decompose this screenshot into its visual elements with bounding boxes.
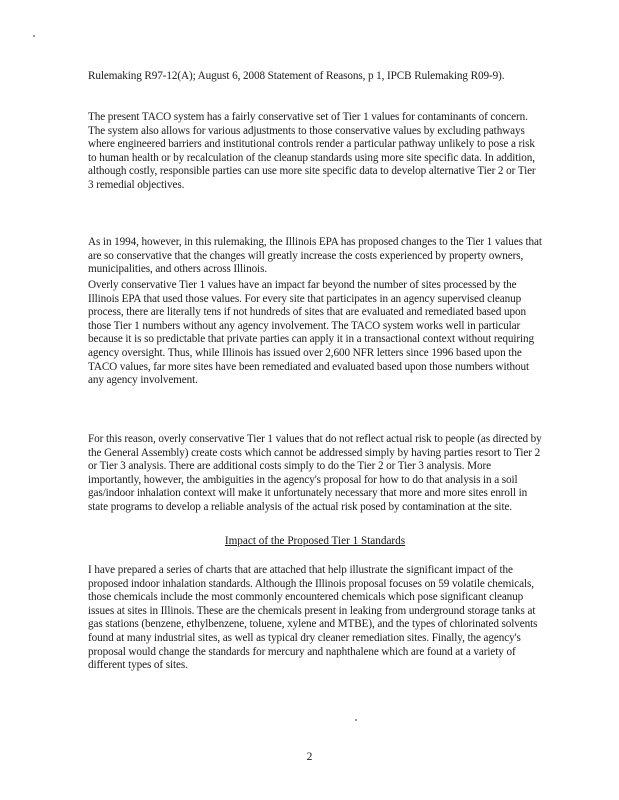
paragraph-taco-system [88, 111, 542, 193]
scan-speck [33, 35, 35, 37]
paragraph-text: Overly conservative Tier 1 values have an impact far beyond the number of sites processed by the Illinois EPA that used those values. For every site that participates in an agency supervised cleanup process, there are literally tens if not hundreds of sites that are evaluated and remediated based upon those Tier 1 numbers without any agency involvement. The TACO system works well in particular because it is so predictable that private parties can apply it in a transactional context without requiring agency oversight. Thus, while Illinois has issued over 2,600 NFR letters since 1996 based upon the TACO values, far more sites have been remediated and evaluated based upon those numbers without any agency involvement. [88, 279, 534, 387]
paragraph-costs [88, 433, 542, 515]
paragraph-citation [88, 70, 542, 84]
section-heading: Impact of the Proposed Tier 1 Standards [224, 535, 406, 547]
paragraph-text: For this reason, overly conservative Tier 1 values that do not reflect actual risk to people (as directed by the General Assembly) create costs which cannot be addressed simply by having parties resort to Tier 2 or Tier 3 analysis. There are additional costs simply to do the Tier 2 or Tier 3 analysis. More importantly, however, the ambiguities in the agency's proposal for how to do that analysis in a soil gas/indoor inhalation context will make it unfortunately necessary that more and more sites enroll in state programs to develop a reliable analysis of the actual risk posed by contamination at the site. [88, 433, 542, 513]
paragraph-text: I have prepared a series of charts that are attached that help illustrate the significant impact of the proposed indoor inhalation standards. Although the Illinois proposal focuses on 59 volatile chemicals, those chemicals include the most commonly encountered chemicals which pose significant cleanup issues at sites in Illinois. These are the chemicals present in leaking from underground storage tanks at gas stations (benzene, ethylbenzene, toluene, xylene and MTBE), and the types of chlorinated solvents found at many industrial sites, as well as typical dry cleaner remediation sites. Finally, the agency's proposal would change the standards for mercury and naphthalene which are found at a variety of different types of sites. [88, 564, 538, 672]
scan-speck [355, 719, 357, 721]
paragraph-text: Rulemaking R97-12(A); August 6, 2008 Statement of Reasons, p 1, IPCB Rulemaking R09-9). [88, 70, 505, 82]
paragraph-tier1-impact [88, 279, 542, 388]
page-number: 2 [306, 751, 313, 763]
paragraph-text: The present TACO system has a fairly conservative set of Tier 1 values for contaminants of concern. The system also allows for various adjustments to those conservative values by excluding pathways where engineered barriers and institutional controls render a particular pathway unlikely to pose a risk to human health or by recalculation of the cleanup standards using more site specific data. In addition, although costly, responsible parties can use more site specific data to develop alternative Tier 2 or Tier 3 remedial objectives. [88, 111, 536, 191]
paragraph-1994-rulemaking [88, 236, 542, 277]
paragraph-charts [88, 564, 542, 673]
paragraph-text: As in 1994, however, in this rulemaking, the Illinois EPA has proposed changes to the Tier 1 values that are so conservative that the changes will greatly increase the costs experienced by property owners, municipalities, and others across Illinois. [88, 236, 542, 276]
